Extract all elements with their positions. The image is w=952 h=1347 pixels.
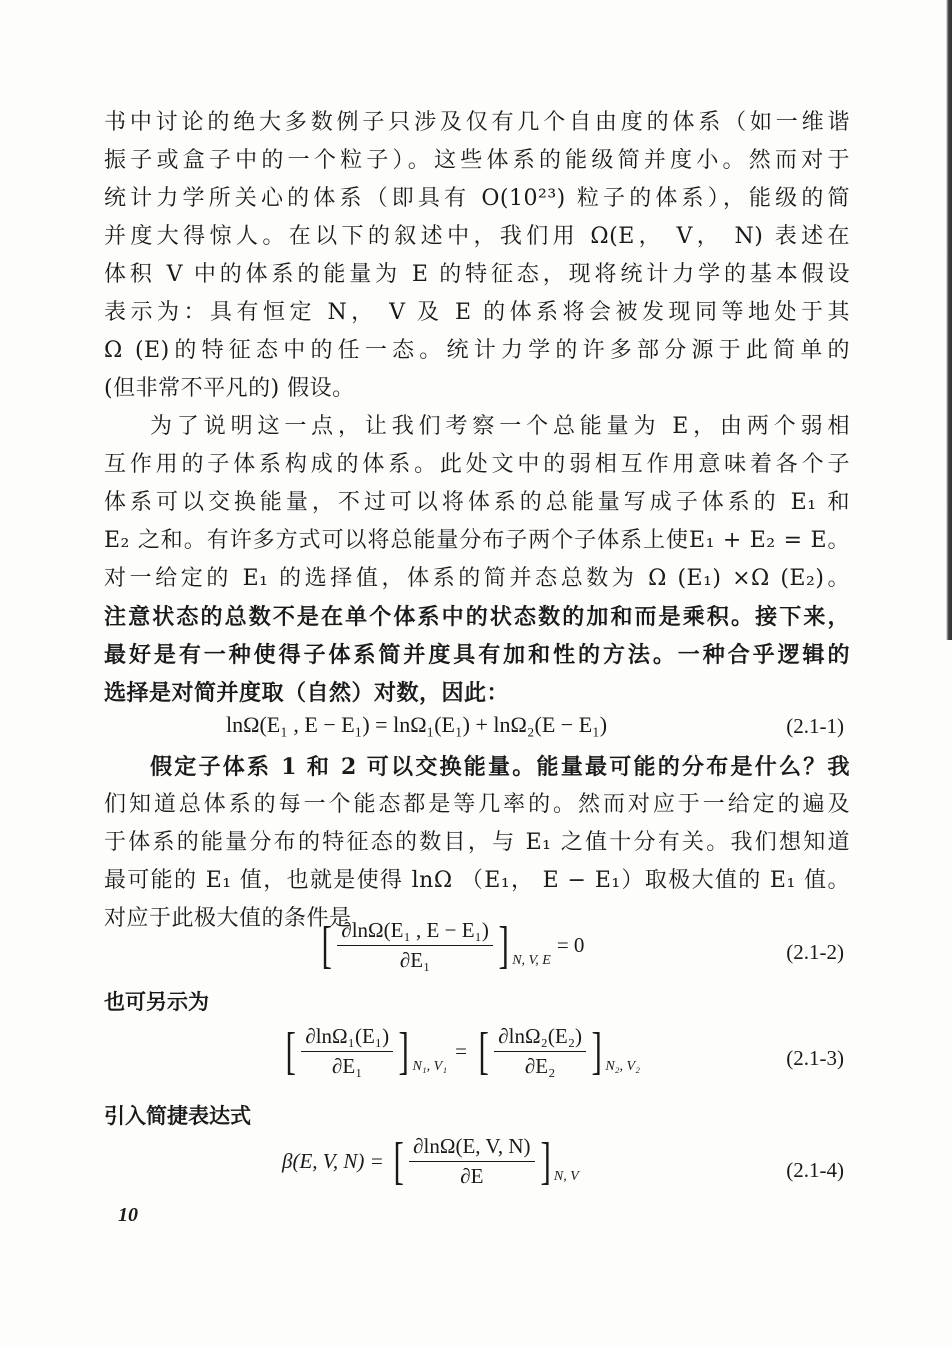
- text-line: 最好是有一种使得子体系简并度具有加和性的方法。一种合乎逻辑的: [104, 642, 850, 668]
- numerator: ∂lnΩ₂(E₂): [494, 1024, 586, 1052]
- text-line: 并度大得惊人。在以下的叙述中，我们用 Ω(E， V， N) 表述在: [104, 224, 850, 249]
- text-line: Ω (E)的特征态中的任一态。统计力学的许多部分源于此简单的: [104, 338, 850, 363]
- text-line: 统计力学所关心的体系（即具有 O(10²³) 粒子的体系），能级的简: [104, 186, 850, 211]
- subscript: N₂, V₂: [605, 1059, 640, 1074]
- text-line: 最可能的 E₁ 值，也就是使得 lnΩ （E₁， E − E₁）取极大值的 E₁ 值。: [104, 868, 850, 893]
- text-line: 书中讨论的绝大多数例子只涉及仅有几个自由度的体系（如一维谐: [104, 110, 850, 135]
- subscript: N, V, E: [512, 953, 551, 968]
- text-line: 体积 V 中的体系的能量为 E 的特征态，现将统计力学的基本假设: [104, 262, 850, 287]
- denominator: ∂E: [460, 1164, 484, 1188]
- text-line: E₂ 之和。有许多方式可以将总能量分布子两个子体系上使E₁ + E₂ = E。: [104, 528, 850, 553]
- equals-sign: =: [455, 1039, 467, 1063]
- text-line: 对一给定的 E₁ 的选择值，体系的简并态总数为 Ω (E₁) ×Ω (E₂)。: [104, 566, 850, 591]
- right-bracket: ]: [498, 916, 509, 974]
- equation-number: (2.1-1): [786, 714, 844, 738]
- text-line: 为了说明这一点，让我们考察一个总能量为 E，由两个弱相: [150, 414, 850, 439]
- text-line: 于体系的能量分布的特征态的数目，与 E₁ 之值十分有关。我们想知道: [104, 830, 850, 855]
- equation-number: (2.1-4): [786, 1158, 844, 1182]
- left-bracket: [: [321, 916, 332, 974]
- text-line: 互作用的子体系构成的体系。此处文中的弱相互作用意味着各个子: [104, 452, 850, 477]
- left-bracket: [: [285, 1022, 296, 1080]
- rhs: = 0: [556, 933, 585, 957]
- equation-number: (2.1-2): [786, 940, 844, 964]
- label-alternate: 也可另示为: [104, 990, 209, 1014]
- label-intro: 引入简捷表达式: [104, 1104, 251, 1128]
- text-line: 表示为：具有恒定 N， V 及 E 的体系将会被发现同等地处于其: [104, 300, 850, 325]
- scan-edge-shadow: [946, 0, 952, 640]
- right-bracket: ]: [591, 1022, 602, 1080]
- subscript: N₁, V₁: [412, 1059, 448, 1074]
- right-bracket: ]: [540, 1132, 551, 1190]
- page-number: 10: [118, 1204, 138, 1226]
- equation-2-1-3: [282, 1024, 640, 1079]
- text-line: 对应于此极大值的条件是: [104, 906, 352, 931]
- denominator: ∂E₁: [399, 948, 431, 972]
- text-line: 假定子体系 1 和 2 可以交换能量。能量最可能的分布是什么？我: [150, 754, 850, 780]
- right-bracket: ]: [398, 1022, 409, 1080]
- text-line: 选择是对简并度取（自然）对数，因此：: [104, 680, 510, 706]
- equation-2-1-1: lnΩ(E₁ , E − E₁) = lnΩ₁(E₁) + lnΩ₂(E − E₁): [226, 712, 608, 737]
- fraction-left: [301, 1024, 393, 1079]
- text-line: 体系可以交换能量，不过可以将体系的总能量写成子体系的 E₁ 和: [104, 490, 850, 515]
- fraction: [337, 918, 493, 973]
- numerator: ∂lnΩ(E, V, N): [409, 1134, 534, 1162]
- numerator: ∂lnΩ(E₁ , E − E₁): [337, 918, 493, 946]
- denominator: ∂E₁: [331, 1054, 363, 1078]
- text-line: (但非常不平凡的) 假设。: [104, 376, 355, 401]
- subscript: N, V: [553, 1169, 579, 1184]
- text-line: 注意状态的总数不是在单个体系中的状态数的加和而是乘积。接下来，: [104, 604, 850, 630]
- fraction-right: [494, 1024, 586, 1079]
- equation-2-1-4: [282, 1134, 579, 1189]
- text-line: 们知道总体系的每一个能态都是等几率的。然而对应于一给定的遍及: [104, 792, 850, 817]
- equation-2-1-2: [318, 918, 584, 973]
- text-line: 振子或盒子中的一个粒子）。这些体系的能级简并度小。然而对于: [104, 148, 850, 173]
- left-bracket: [: [478, 1022, 489, 1080]
- numerator: ∂lnΩ₁(E₁): [301, 1024, 393, 1052]
- denominator: ∂E₂: [524, 1054, 556, 1078]
- fraction: [409, 1134, 534, 1189]
- lhs: β(E, V, N) =: [282, 1149, 384, 1173]
- left-bracket: [: [393, 1132, 404, 1190]
- equation-number: (2.1-3): [786, 1046, 844, 1070]
